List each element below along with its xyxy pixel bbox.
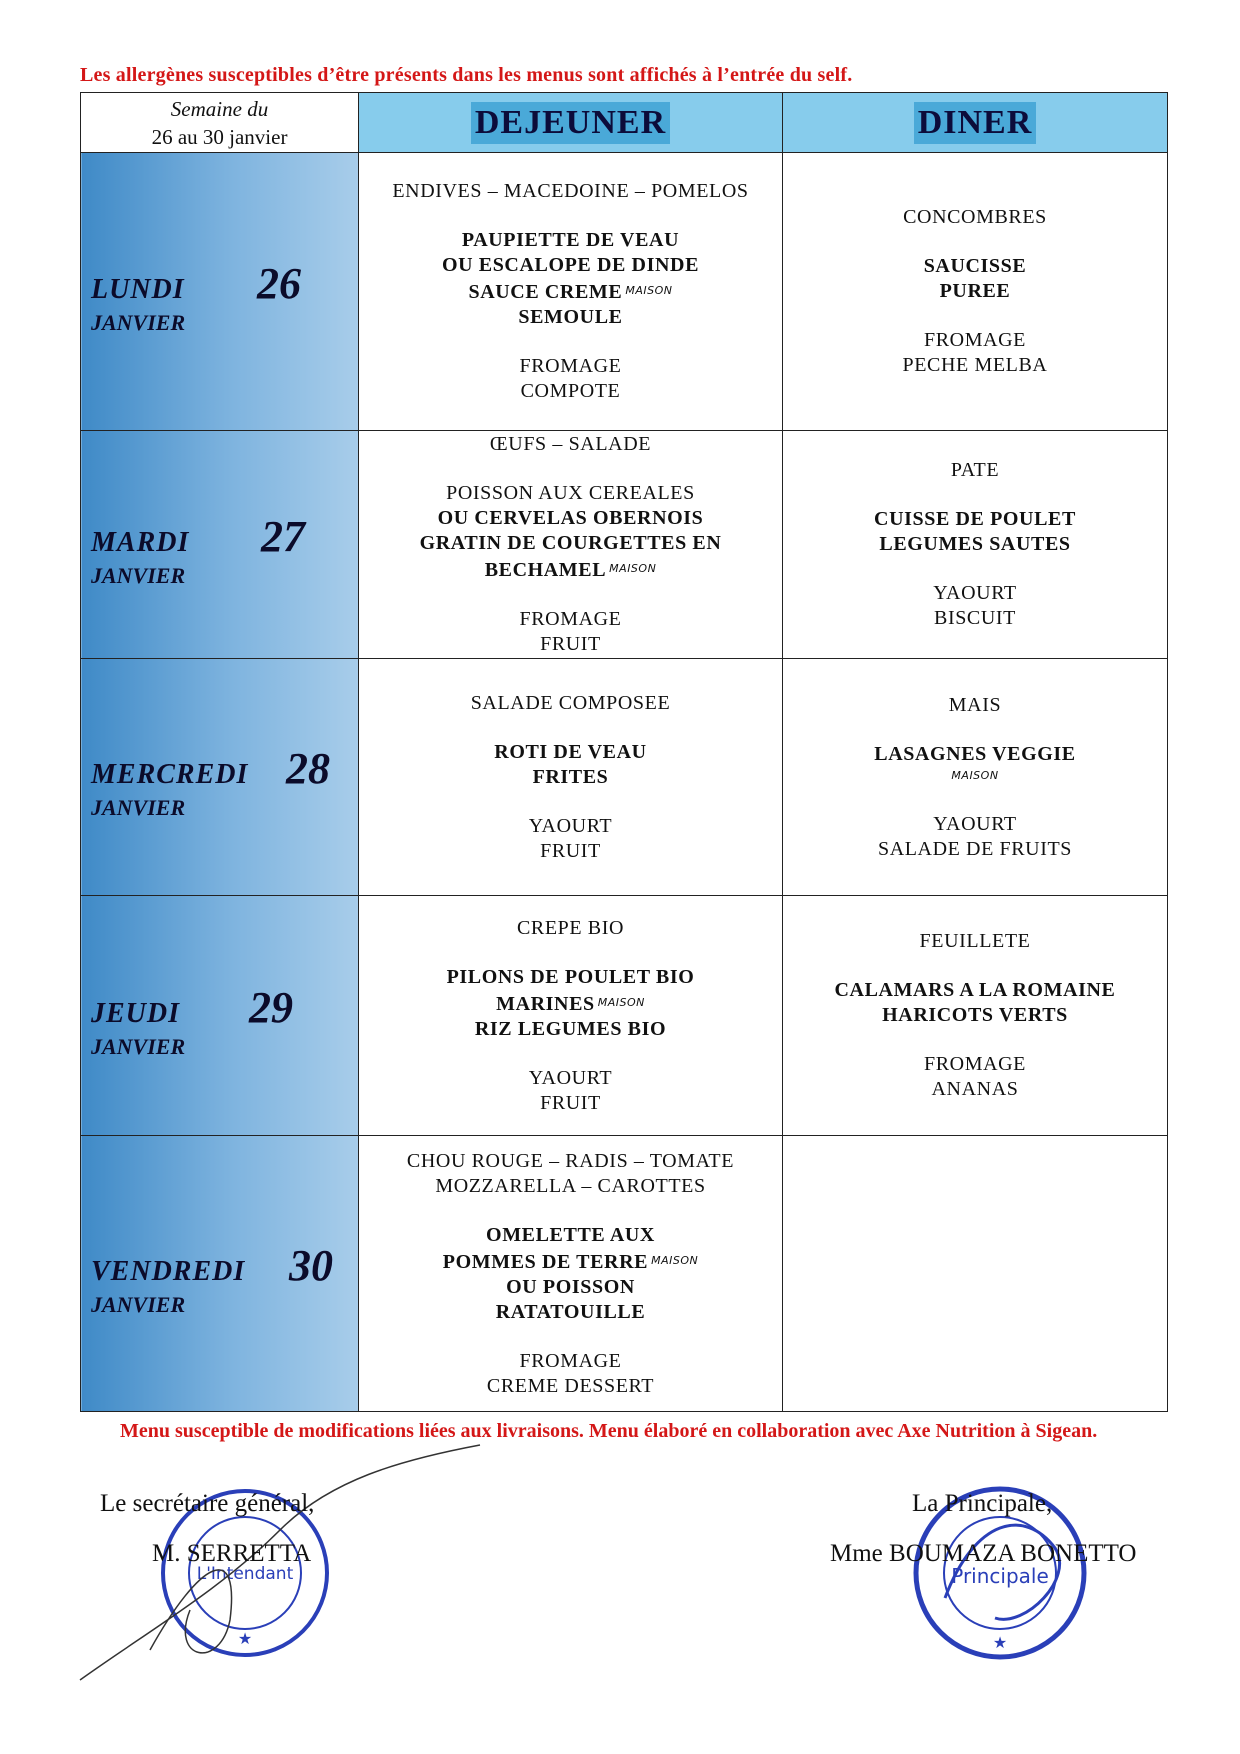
menu-line: BISCUIT <box>934 607 1016 630</box>
main-block <box>783 507 1167 557</box>
menu-line: POISSON AUX CEREALES <box>446 482 695 505</box>
menu-line: FEUILLETE <box>919 930 1031 953</box>
day-cell <box>81 658 359 896</box>
week-label: Semaine du <box>170 96 269 121</box>
lunch-cell <box>359 896 783 1136</box>
menu-line: PAUPIETTE DE VEAU <box>461 229 680 252</box>
main-block <box>359 228 782 330</box>
star-icon: ★ <box>237 1629 253 1648</box>
menu-line: CHOU ROUGE – RADIS – TOMATE <box>406 1149 735 1172</box>
maison-tag: MAISON <box>625 284 673 298</box>
lunch-cell <box>359 431 783 659</box>
menu-line-wrap <box>359 278 782 305</box>
menu-line: ŒUFS – SALADE <box>489 433 652 456</box>
maison-tag: MAISON <box>651 1253 699 1267</box>
main-block <box>783 978 1167 1028</box>
day-number: 28 <box>286 744 330 794</box>
day-name: LUNDI <box>91 273 185 305</box>
dessert-block <box>783 1052 1167 1102</box>
starter-block <box>783 693 1167 718</box>
header-row <box>81 93 1168 153</box>
stamp-center-text: L'Intendant <box>196 1564 294 1584</box>
menu-line: FROMAGE <box>924 1053 1026 1076</box>
day-cell <box>81 1136 359 1412</box>
menu-line: PILONS DE POULET BIO <box>446 965 695 988</box>
maison-tag: MAISON <box>597 995 645 1009</box>
day-name: MERCREDI <box>91 759 249 791</box>
main-block <box>359 740 782 790</box>
menu-line: ANANAS <box>931 1078 1019 1101</box>
dessert-block <box>359 354 782 404</box>
principal-name: Mme BOUMAZA BONETTO <box>830 1540 1137 1567</box>
menu-line: COMPOTE <box>520 380 621 403</box>
day-name: MARDI <box>91 526 190 558</box>
dinner-title: DINER <box>914 102 1037 144</box>
day-month: JANVIER <box>91 1033 186 1059</box>
starter-block <box>359 432 782 457</box>
day-row-tuesday <box>81 431 1168 659</box>
day-number: 29 <box>249 982 293 1032</box>
day-month: JANVIER <box>91 562 186 588</box>
secretary-name: M. SERRETTA <box>152 1540 312 1567</box>
menu-line: FRUIT <box>540 1091 601 1114</box>
dinner-cell <box>783 896 1168 1136</box>
secretary-role: Le secrétaire général, <box>100 1490 315 1517</box>
menu-line: FRUIT <box>540 633 601 656</box>
menu-line: FRITES <box>532 765 609 788</box>
menu-line: SEMOULE <box>518 306 623 329</box>
allergen-notice: Les allergènes susceptibles d’être présents dans les menus sont affichés à l’entrée du self. <box>80 64 853 86</box>
day-name: JEUDI <box>91 997 181 1029</box>
day-number: 27 <box>261 511 305 561</box>
lunch-cell <box>359 153 783 431</box>
day-cell <box>81 896 359 1136</box>
day-row-monday <box>81 153 1168 431</box>
menu-line-wrap <box>359 1248 782 1275</box>
day-row-thursday <box>81 896 1168 1136</box>
menu-line: SAUCISSE <box>923 255 1027 278</box>
menu-line: YAOURT <box>528 1066 613 1089</box>
day-cell <box>81 153 359 431</box>
starter-block <box>359 916 782 941</box>
menu-line: SALADE DE FRUITS <box>877 837 1073 860</box>
weekly-menu-table <box>80 92 1168 1412</box>
main-block <box>359 1223 782 1325</box>
menu-line: LEGUMES SAUTES <box>879 533 1071 556</box>
menu-line: OMELETTE AUX <box>486 1223 655 1246</box>
dinner-cell <box>783 153 1168 431</box>
dinner-cell <box>783 431 1168 659</box>
menu-line: FROMAGE <box>519 1349 622 1372</box>
day-cell <box>81 431 359 659</box>
menu-line: CALAMARS A LA ROMAINE <box>834 979 1116 1002</box>
menu-line: CREPE BIO <box>516 916 625 939</box>
menu-line: ROTI DE VEAU <box>494 740 647 763</box>
dinner-cell-empty <box>783 1136 1168 1412</box>
menu-line: ENDIVES – MACEDOINE – POMELOS <box>392 180 749 203</box>
dessert-block <box>783 328 1167 378</box>
menu-line: PECHE MELBA <box>902 354 1048 377</box>
dessert-block <box>359 1066 782 1116</box>
main-block <box>359 965 782 1042</box>
menu-line-wrap <box>359 556 782 583</box>
dessert-block <box>359 1349 782 1399</box>
dinner-column-header <box>783 93 1168 153</box>
main-block <box>783 254 1167 304</box>
lunch-column-header <box>359 93 783 153</box>
menu-line: MAIS <box>948 693 1002 716</box>
lunch-title: DEJEUNER <box>471 102 670 144</box>
menu-line: PUREE <box>939 280 1011 303</box>
menu-line: MARINES <box>496 992 595 1015</box>
dessert-block <box>783 812 1167 862</box>
principal-role: La Principale, <box>912 1490 1053 1517</box>
day-row-wednesday <box>81 658 1168 896</box>
menu-line: FROMAGE <box>924 329 1026 352</box>
menu-line: OU POISSON <box>506 1275 635 1298</box>
day-month: JANVIER <box>91 309 186 335</box>
menu-line: CREME DESSERT <box>486 1374 655 1397</box>
lunch-cell <box>359 1136 783 1412</box>
maison-tag: MAISON <box>609 562 657 576</box>
menu-line: LASAGNES VEGGIE <box>874 742 1076 765</box>
menu-line: CUISSE DE POULET <box>874 508 1076 531</box>
menu-line: FROMAGE <box>519 608 622 631</box>
starter-block <box>359 1149 782 1199</box>
menu-line: HARICOTS VERTS <box>882 1004 1068 1027</box>
starter-block <box>359 691 782 716</box>
dessert-block <box>359 607 782 657</box>
menu-line: OU CERVELAS OBERNOIS <box>437 507 704 530</box>
menu-line: FRUIT <box>540 839 601 862</box>
menu-line: GRATIN DE COURGETTES EN <box>419 532 722 555</box>
main-block <box>783 742 1167 788</box>
dessert-block <box>359 814 782 864</box>
menu-line: RATATOUILLE <box>495 1300 646 1323</box>
menu-line: POMMES DE TERRE <box>442 1250 649 1273</box>
menu-line: RIZ LEGUMES BIO <box>474 1017 667 1040</box>
menu-line: SALADE COMPOSEE <box>470 691 671 714</box>
week-range-cell <box>81 93 359 153</box>
starter-block <box>783 929 1167 954</box>
day-number: 30 <box>289 1240 333 1290</box>
lunch-cell <box>359 658 783 896</box>
menu-line: OU ESCALOPE DE DINDE <box>441 254 700 277</box>
week-dates: 26 au 30 janvier <box>151 124 288 149</box>
menu-line: BECHAMEL <box>484 559 607 582</box>
starter-block <box>783 205 1167 230</box>
menu-line: MOZZARELLA – CAROTTES <box>435 1174 706 1197</box>
menu-line: YAOURT <box>528 814 613 837</box>
dessert-block <box>783 581 1167 631</box>
day-number: 26 <box>257 258 301 308</box>
menu-line: PATE <box>950 459 1000 482</box>
stamp-center-text: Principale <box>951 1564 1049 1588</box>
menu-line: YAOURT <box>933 582 1017 605</box>
menu-line-wrap <box>359 990 782 1017</box>
menu-line: SAUCE CREME <box>468 281 623 304</box>
menu-line: FROMAGE <box>519 355 622 378</box>
star-icon: ★ <box>992 1633 1008 1652</box>
maison-tag: MAISON <box>951 768 999 782</box>
menu-line: YAOURT <box>933 812 1017 835</box>
delivery-notice: Menu susceptible de modifications liées aux livraisons. Menu élaboré en collaboration avec Axe Nutrition à Sigean. <box>120 1420 1098 1442</box>
starter-block <box>359 179 782 204</box>
menu-line: CONCOMBRES <box>903 206 1047 229</box>
day-month: JANVIER <box>91 795 186 821</box>
day-month: JANVIER <box>91 1291 186 1317</box>
main-block <box>359 481 782 583</box>
starter-block <box>783 458 1167 483</box>
day-name: VENDREDI <box>91 1255 246 1287</box>
dinner-cell <box>783 658 1168 896</box>
day-row-friday <box>81 1136 1168 1412</box>
